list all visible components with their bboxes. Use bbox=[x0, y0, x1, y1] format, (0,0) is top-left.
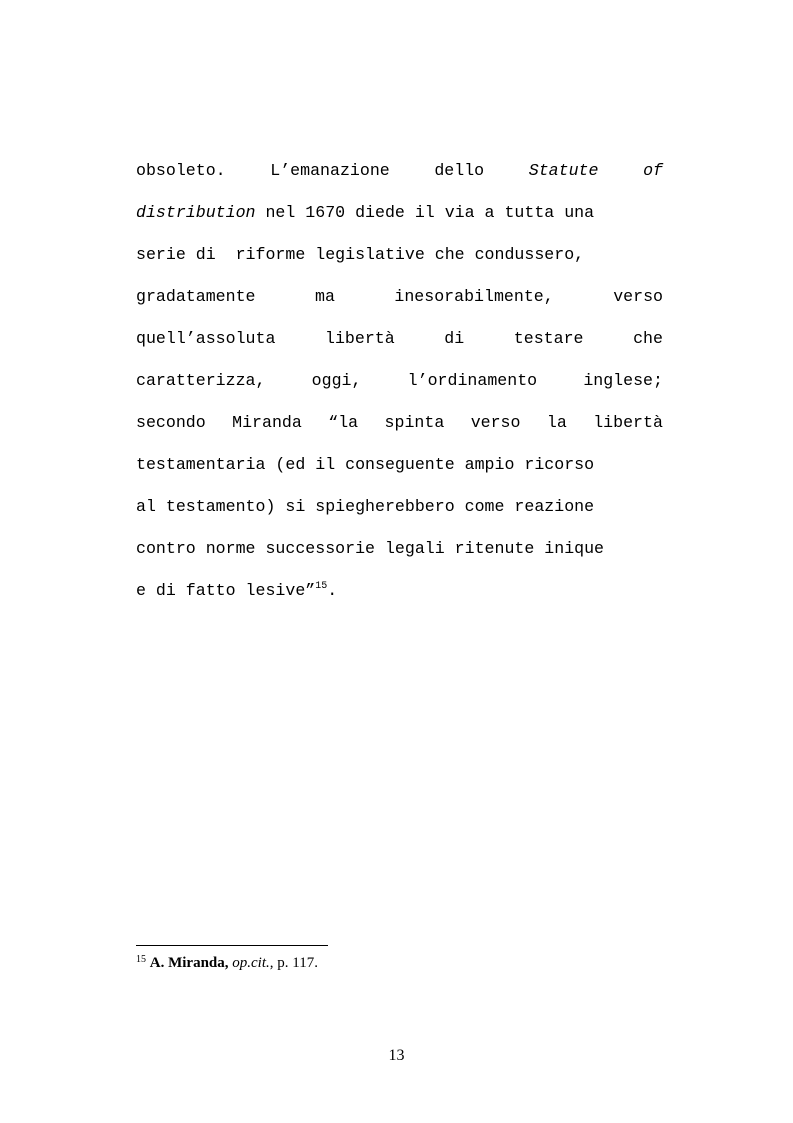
word: inesorabilmente, bbox=[394, 287, 554, 306]
word: obsoleto. bbox=[136, 161, 226, 180]
text-line-9: al testamento) si spiegherebbero come reazione bbox=[136, 497, 595, 516]
line-text: nel 1670 diede il via a tutta una bbox=[255, 203, 595, 222]
text-line-2 bbox=[136, 192, 663, 234]
period: . bbox=[327, 581, 338, 600]
word: gradatamente bbox=[136, 287, 256, 306]
footnote-author: A. Miranda, bbox=[149, 955, 229, 971]
text-line-11 bbox=[136, 570, 663, 612]
word: verso bbox=[613, 287, 663, 306]
word: spinta bbox=[384, 413, 445, 432]
word: caratterizza, bbox=[136, 371, 266, 390]
word: dello bbox=[434, 161, 485, 180]
text-line-3: serie di riforme legislative che condussero, bbox=[136, 245, 585, 264]
word: Miranda bbox=[232, 413, 302, 432]
word: secondo bbox=[136, 413, 206, 432]
text-line-8: testamentaria (ed il conseguente ampio ricorso bbox=[136, 455, 595, 474]
word-italic: of bbox=[643, 161, 663, 180]
line-text: e di fatto lesive” bbox=[136, 581, 316, 600]
text-line-5 bbox=[136, 318, 663, 360]
footnote-page: , p. 117. bbox=[269, 955, 318, 971]
word: quell’assoluta bbox=[136, 329, 276, 348]
word: libertà bbox=[325, 329, 395, 348]
footnote-separator bbox=[136, 945, 328, 946]
text-line-10: contro norme successorie legali ritenute inique bbox=[136, 539, 605, 558]
word: verso bbox=[470, 413, 521, 432]
word-italic: distribution bbox=[136, 203, 256, 222]
page-number: 13 bbox=[388, 1047, 405, 1064]
text-line-6 bbox=[136, 360, 663, 402]
word: libertà bbox=[593, 413, 663, 432]
word: che bbox=[633, 329, 663, 348]
word: di bbox=[444, 329, 465, 348]
word-italic: Statute bbox=[528, 161, 599, 180]
word: “la bbox=[328, 413, 359, 432]
text-line-4 bbox=[136, 276, 663, 318]
word: ma bbox=[314, 287, 335, 306]
word: inglese; bbox=[583, 371, 663, 390]
body-paragraph bbox=[136, 150, 663, 612]
text-line-7 bbox=[136, 402, 663, 444]
footnote-citation: op.cit. bbox=[232, 955, 270, 971]
word: la bbox=[546, 413, 567, 432]
text-line-1 bbox=[136, 150, 663, 192]
footnote-reference[interactable]: 15 bbox=[315, 581, 328, 592]
footnote bbox=[136, 955, 318, 972]
footnote-number: 15 bbox=[136, 954, 146, 965]
word: l’ordinamento bbox=[407, 371, 538, 390]
word: testare bbox=[513, 329, 584, 348]
word: L’emanazione bbox=[270, 161, 390, 180]
word: oggi, bbox=[311, 371, 362, 390]
